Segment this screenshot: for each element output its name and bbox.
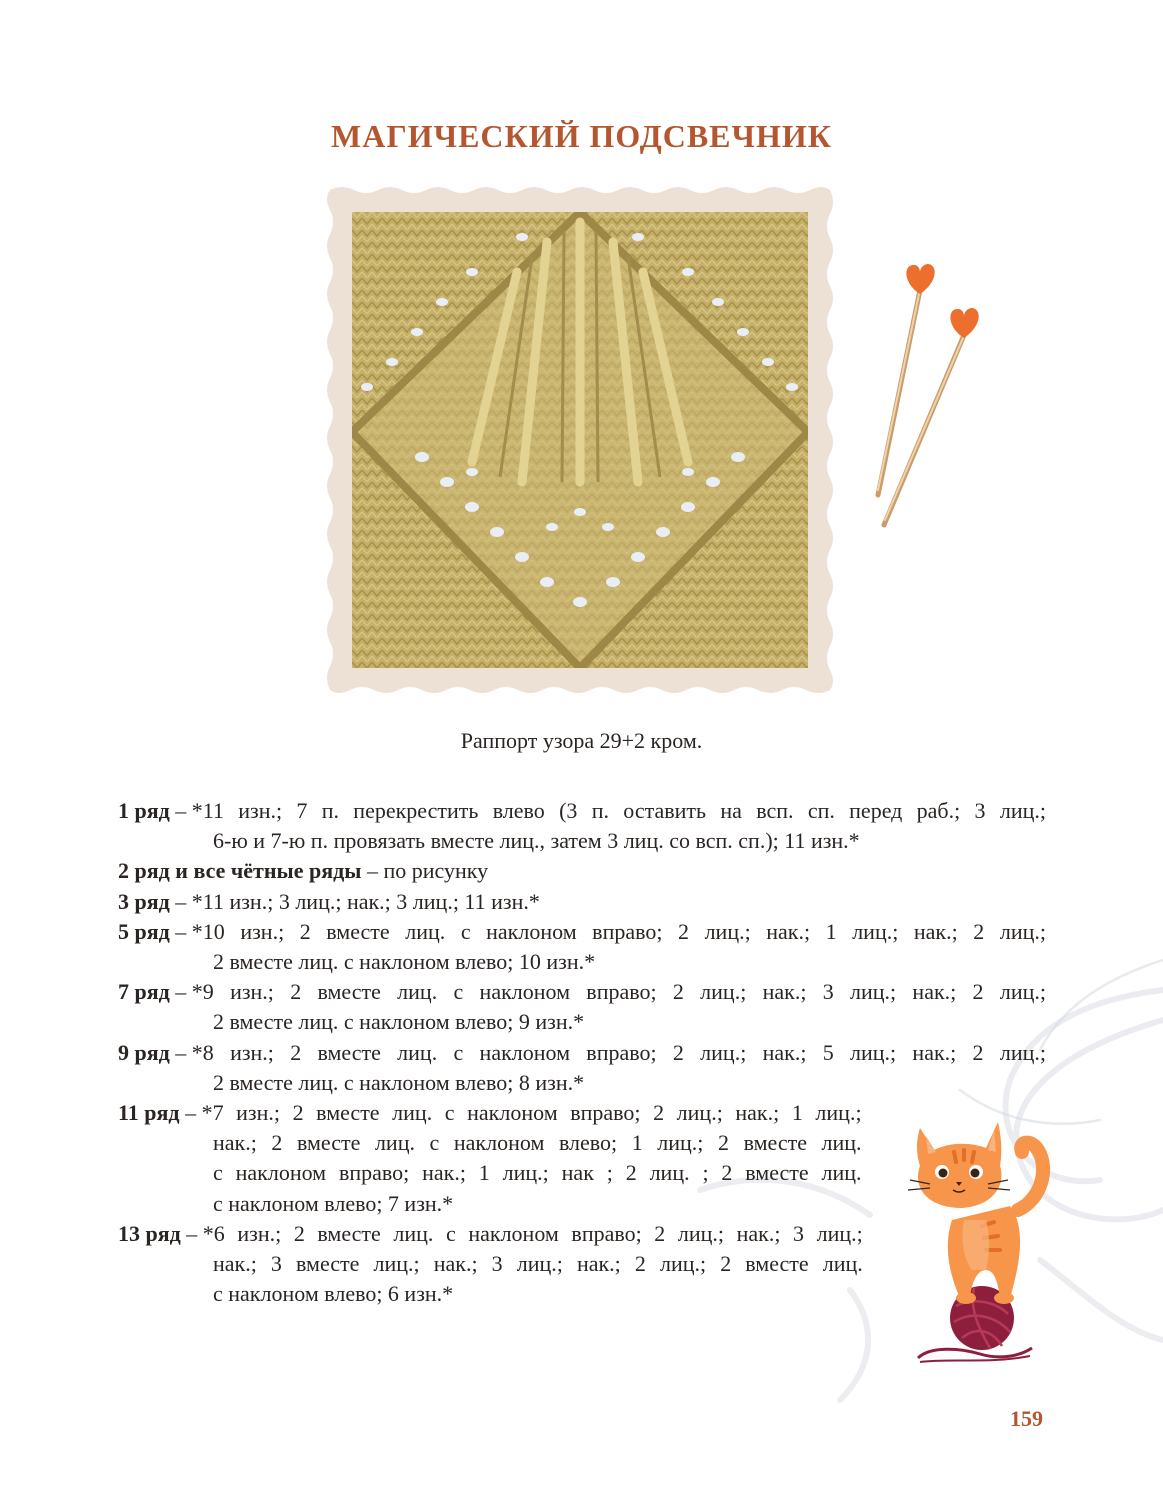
- row-text-line: 2 вместе лиц. с наклоном влево; 10 изн.*: [213, 949, 596, 975]
- row-label: 11 ряд: [118, 1100, 180, 1126]
- instruction-row: [118, 887, 1046, 917]
- row-label: 2 ряд и все чётные ряды: [118, 858, 362, 884]
- instruction-row: [118, 977, 1046, 1037]
- row-text-line: по рисунку: [383, 858, 489, 884]
- heart-icon: [950, 308, 978, 338]
- row-dash: –: [180, 1220, 203, 1246]
- row-label: 9 ряд: [118, 1039, 170, 1065]
- row-text-line: *11 изн.; 7 п. перекрестить влево (3 п. оставить на всп. сп. перед раб.; 3 лиц.;: [191, 798, 1046, 823]
- row-label: 3 ряд: [118, 888, 170, 914]
- row-dash: –: [169, 1039, 192, 1065]
- row-label: 13 ряд: [118, 1220, 181, 1246]
- knitting-sample-photo: [322, 182, 838, 698]
- instruction-row: [118, 1038, 1046, 1098]
- page-title: МАГИЧЕСКИЙ ПОДСВЕЧНИК: [331, 118, 832, 154]
- row-text-line: нак.; 2 вместе лиц. с наклоном влево; 1 лиц.; 2 вместе лиц.: [213, 1130, 862, 1156]
- row-label: 1 ряд: [118, 798, 170, 823]
- row-text-line: с наклоном вправо; нак.; 1 лиц.; нак ; 2 лиц. ; 2 вместе лиц.: [213, 1160, 862, 1186]
- cat-on-yarn-ball-illustration: [890, 1110, 1070, 1375]
- row-text-line: *8 изн.; 2 вместе лиц. с наклоном вправо; 2 лиц.; нак.; 5 лиц.; нак.; 2 лиц.;: [191, 1039, 1046, 1065]
- instruction-row: [118, 856, 1046, 886]
- row-label: 5 ряд: [118, 918, 170, 944]
- instruction-row: [118, 796, 1046, 856]
- row-text-line: *9 изн.; 2 вместе лиц. с наклоном вправо; 2 лиц.; нак.; 3 лиц.; нак.; 2 лиц.;: [191, 979, 1046, 1005]
- row-dash: –: [169, 979, 192, 1005]
- row-dash: –: [361, 858, 384, 884]
- row-text-line: *6 изн.; 2 вместе лиц. с наклоном вправо; 2 лиц.; нак.; 3 лиц.;: [202, 1220, 863, 1246]
- row-label: 7 ряд: [118, 979, 170, 1005]
- row-text-line: *10 изн.; 2 вместе лиц. с наклоном вправо; 2 лиц.; нак.; 1 лиц.; нак.; 2 лиц.;: [191, 918, 1046, 944]
- row-text-line: нак.; 3 вместе лиц.; нак.; 3 лиц.; нак.; 2 лиц.; 2 вместе лиц.: [213, 1251, 863, 1277]
- row-dash: –: [169, 888, 192, 914]
- row-text-line: 6-ю и 7-ю п. провязать вместе лиц., затем 3 лиц. со всп. сп.); 11 изн.*: [213, 828, 860, 854]
- row-dash: –: [169, 798, 192, 823]
- pattern-repeat-caption: Раппорт узора 29+2 кром.: [460, 728, 703, 753]
- row-text-line: с наклоном влево; 6 изн.*: [213, 1281, 454, 1307]
- row-text-line: *7 изн.; 2 вместе лиц. с наклоном вправо; 2 лиц.; нак.; 1 лиц.;: [201, 1100, 862, 1126]
- row-text-line: 2 вместе лиц. с наклоном влево; 9 изн.*: [213, 1009, 585, 1035]
- row-text-line: с наклоном влево; 7 изн.*: [213, 1190, 454, 1216]
- row-dash: –: [179, 1100, 202, 1126]
- knitting-needles-illustration: [860, 250, 1000, 540]
- heart-icon: [906, 264, 934, 294]
- page-number: 159: [1010, 1406, 1043, 1431]
- instruction-row: [118, 917, 1046, 977]
- row-dash: –: [169, 918, 192, 944]
- row-text-line: *11 изн.; 3 лиц.; нак.; 3 лиц.; 11 изн.*: [191, 888, 540, 914]
- row-text-line: 2 вместе лиц. с наклоном влево; 8 изн.*: [213, 1069, 585, 1095]
